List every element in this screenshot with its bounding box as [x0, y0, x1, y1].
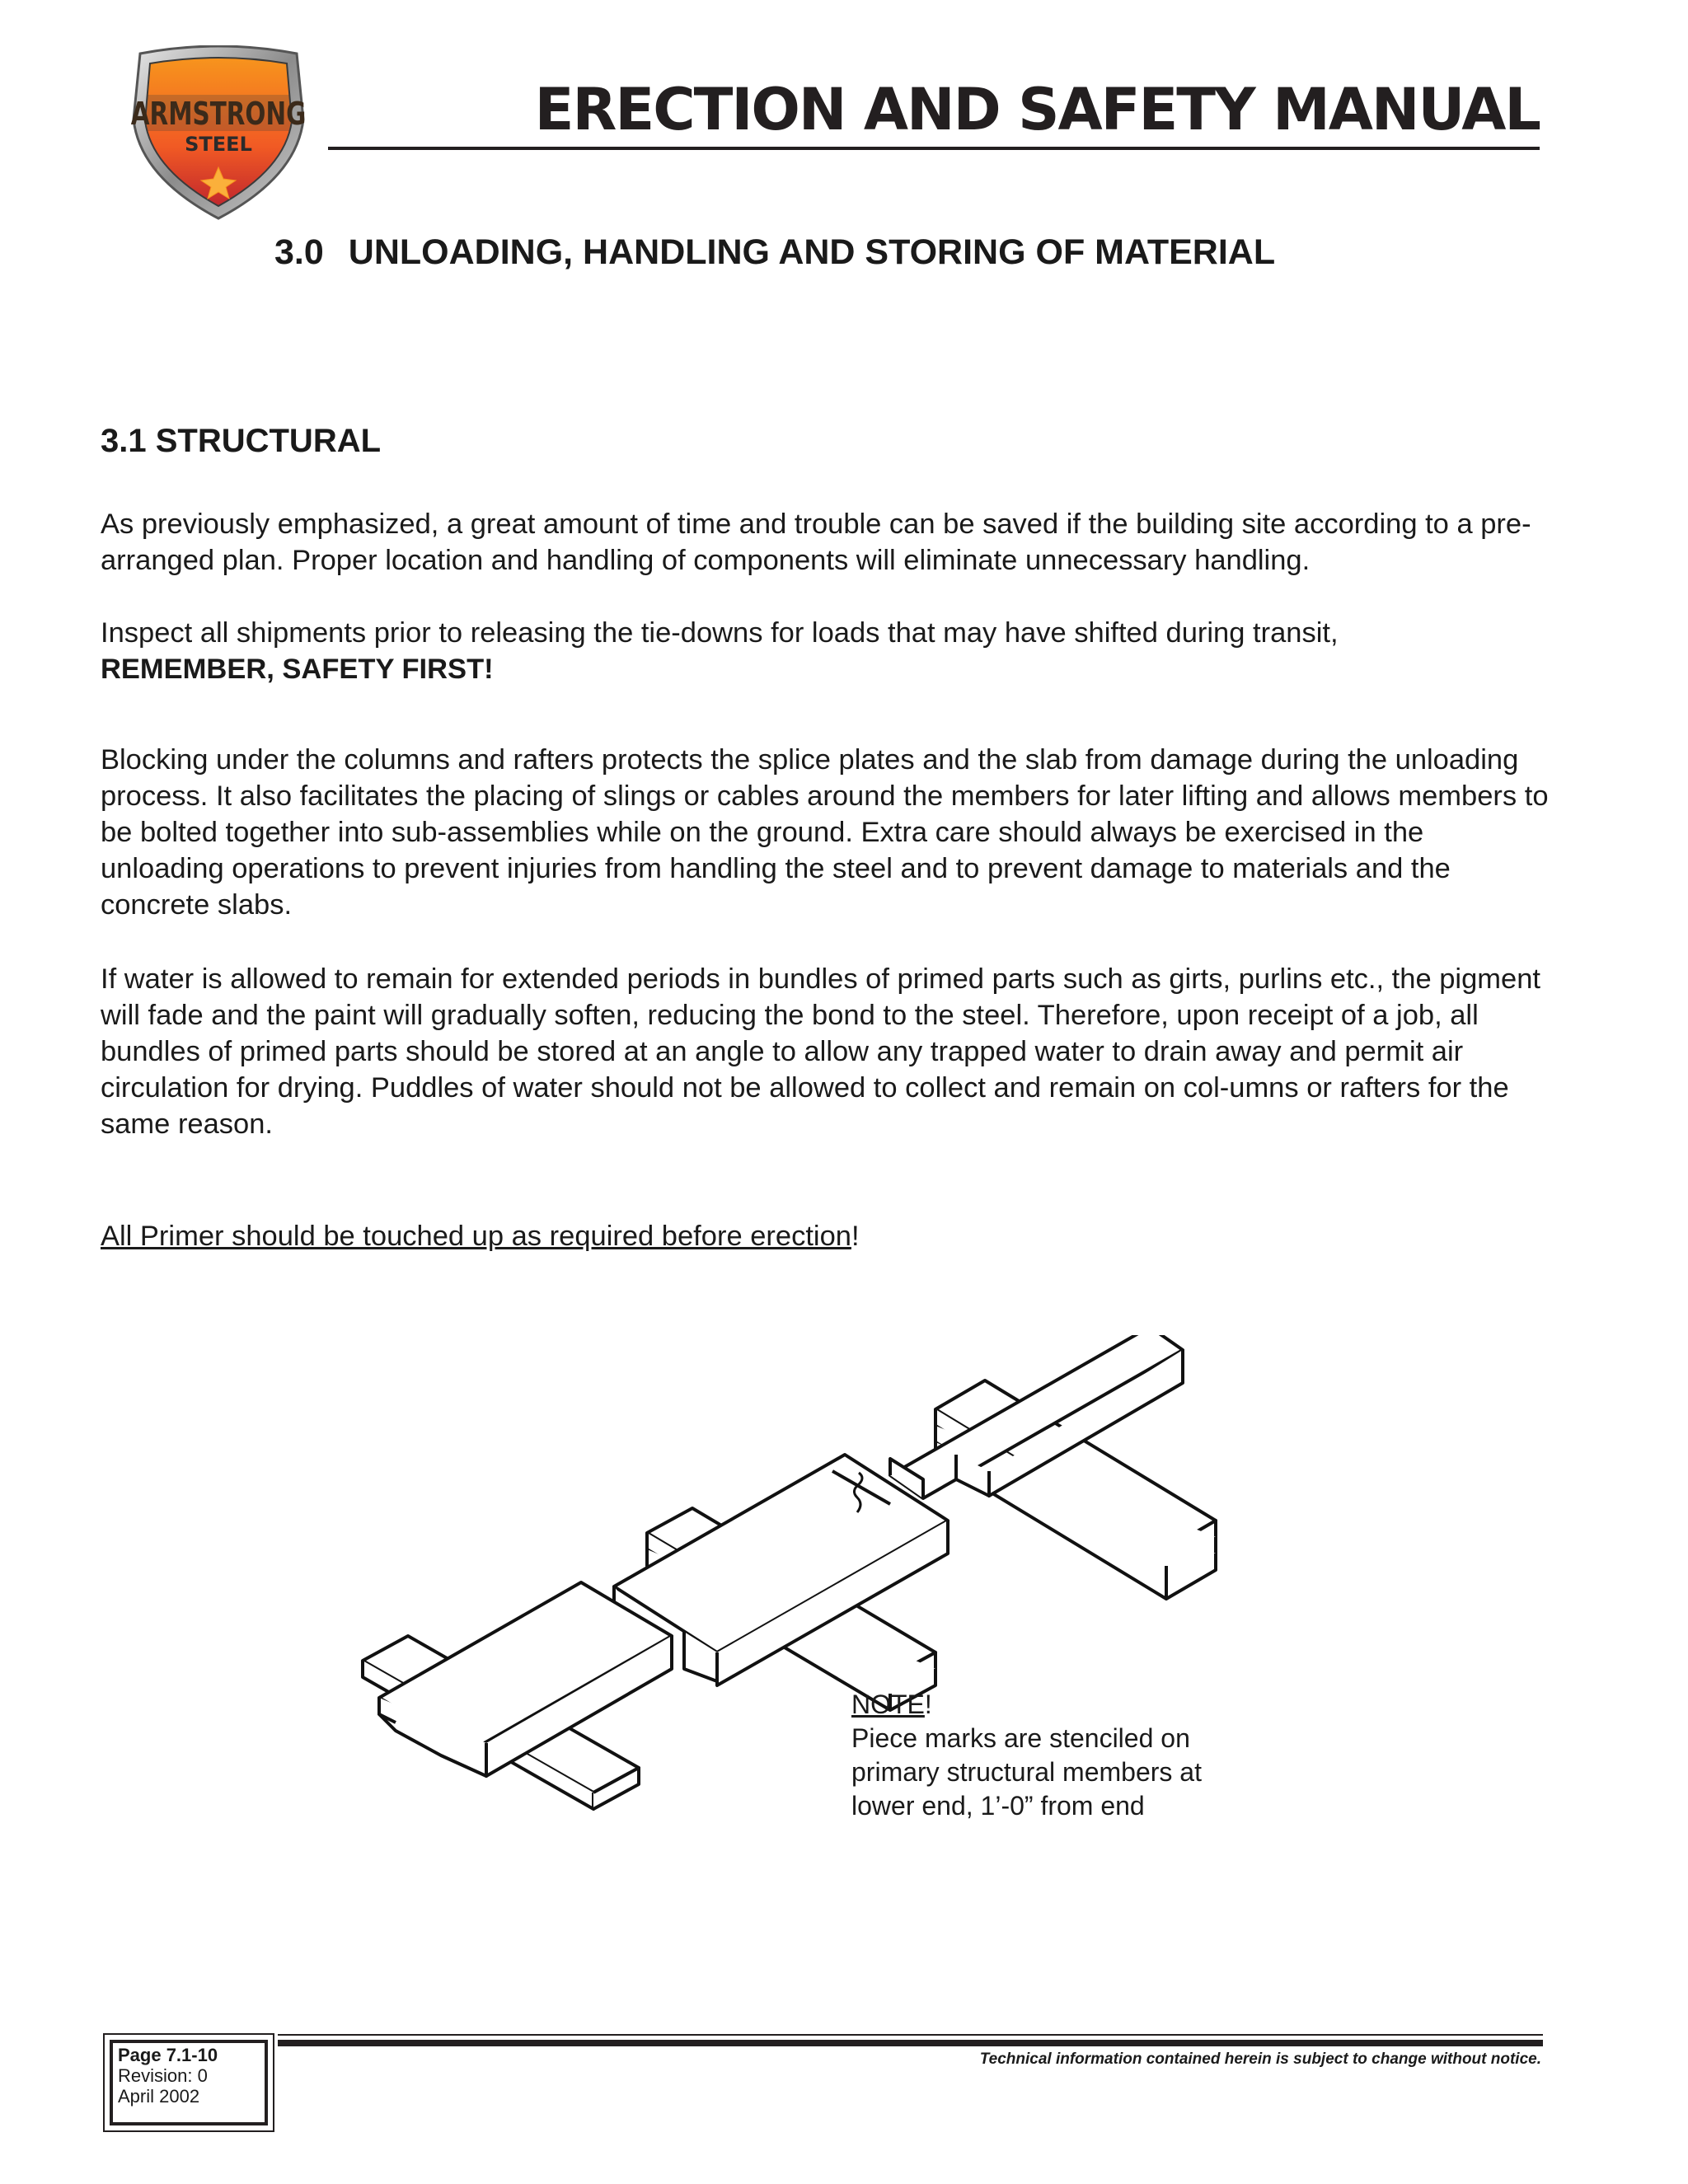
section-number: 3.0	[274, 232, 324, 272]
revision: Revision: 0	[118, 2065, 208, 2086]
safety-first-callout: REMEMBER, SAFETY FIRST!	[101, 654, 494, 685]
note-label-suffix: !	[924, 1690, 932, 1719]
paragraph-inspect-shipments	[101, 615, 1551, 687]
subsection-title: 3.1 STRUCTURAL	[101, 423, 382, 459]
svg-text:ARMSTRONG: ARMSTRONG	[130, 96, 307, 134]
piece-mark-note	[851, 1688, 1247, 1823]
svg-text:STEEL: STEEL	[185, 133, 252, 156]
header-rule	[328, 147, 1540, 150]
footer-disclaimer: Technical information contained herein is subject to change without notice.	[979, 2050, 1541, 2068]
armstrong-steel-logo	[124, 45, 313, 223]
paragraph-blocking: Blocking under the columns and rafters protects the splice plates and the slab from damage during the unloading process. It also facilitates the placing of slings or cables around the members for later lifting and allows members to be bolted together into sub-assemblies while on the ground. Extra care should always be exercised in the unloading operations to prevent injuries from handling the steel and to prevent damage to materials and the concrete slabs.	[101, 744, 1549, 921]
primer-touchup-suffix: !	[851, 1221, 860, 1252]
paragraph-primer-touchup	[101, 1218, 1551, 1254]
footer-rule-thick	[278, 2040, 1543, 2046]
footer-rule-thin	[278, 2034, 1543, 2036]
paragraph-site-plan: As previously emphasized, a great amount of time and trouble can be saved if the building site according to a pre-arranged plan. Proper location and handling of components will eliminate unnecessary handling.	[101, 509, 1531, 576]
page-number: Page 7.1-10	[118, 2045, 218, 2065]
left-member	[379, 1582, 672, 1776]
manual-title: ERECTION AND SAFETY MANUAL	[534, 76, 1540, 143]
inspect-text: Inspect all shipments prior to releasing the tie-downs for loads that may have shifted during transit,	[101, 617, 1339, 649]
section-title-text: UNLOADING, HANDLING AND STORING OF MATERIAL	[348, 232, 1276, 272]
page-info-box	[103, 2033, 274, 2132]
paragraph-water-primer: If water is allowed to remain for extended periods in bundles of primed parts such as girts, purlins etc., the pigment will fade and the paint will gradually soften, reducing the bond to the steel. Therefore, upon receipt of a job, all bundles of primed parts should be stored at an angle to allow any trapped water to drain away and permit air circulation for drying. Puddles of water should not be allowed to collect and remain on col-umns or rafters for the same reason.	[101, 963, 1540, 1140]
note-label: NOTE	[851, 1690, 925, 1719]
note-text: Piece marks are stenciled on primary structural members at lower end, 1’-0” from end	[851, 1723, 1202, 1821]
section-title	[274, 232, 1275, 273]
revision-date: April 2002	[118, 2086, 200, 2107]
primer-touchup-text: All Primer should be touched up as required before erection	[101, 1221, 851, 1252]
